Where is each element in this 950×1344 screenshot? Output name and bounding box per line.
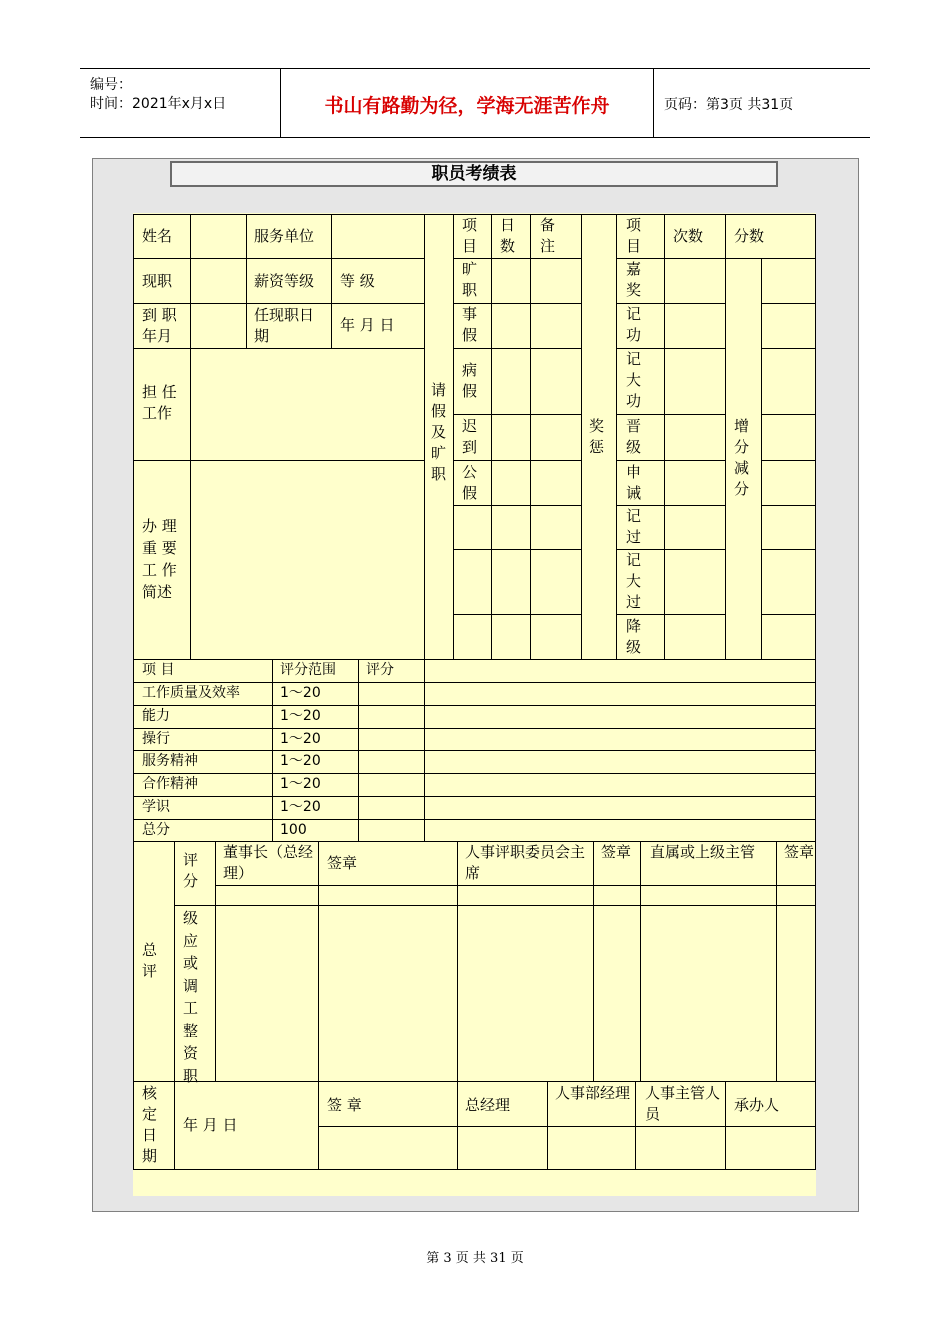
score-item-label: 合作精神 xyxy=(142,776,198,792)
score-item-header: 项 目 xyxy=(142,662,175,678)
sign-label: 签章 xyxy=(784,843,815,861)
grade-label: 等 级 xyxy=(340,272,375,290)
score-range-value: 1～20 xyxy=(280,753,321,769)
sign-label: 签章 xyxy=(601,843,632,861)
approval-sign-label: 签 章 xyxy=(327,1096,362,1114)
summary-adjust-label: 级应或调工整资职 xyxy=(183,909,199,1085)
work-label-2: 重 要 xyxy=(142,539,177,557)
supervisor-label: 直属或上级主管 xyxy=(650,843,756,861)
reward-row-label: 晋级 xyxy=(626,417,642,456)
reward-row-label: 申诫 xyxy=(626,463,642,502)
reward-times-header: 次数 xyxy=(673,227,704,245)
reward-adjust-label: 增分减分 xyxy=(734,417,750,498)
sign-label: 签章 xyxy=(327,854,358,872)
appoint-label-2: 期 xyxy=(254,327,270,345)
leave-row-label: 病假 xyxy=(462,361,478,400)
score-item-label: 能力 xyxy=(142,708,170,724)
handler-label: 承办人 xyxy=(734,1096,780,1114)
salary-grade-label: 薪资等级 xyxy=(254,272,315,290)
reward-row-label: 嘉奖 xyxy=(626,260,642,299)
score-header: 评分 xyxy=(366,662,394,678)
committee-label: 人事评职委员会主 席 xyxy=(465,843,586,882)
score-item-label: 总分 xyxy=(142,822,170,838)
reward-row-label: 记大过 xyxy=(626,551,642,611)
duty-label-2: 工作 xyxy=(142,404,173,422)
leave-days-header: 日数 xyxy=(500,216,516,255)
score-item-label: 服务精神 xyxy=(142,753,198,769)
hr-manager-label: 人事部经理 xyxy=(555,1084,631,1102)
score-range-value: 1～20 xyxy=(280,799,321,815)
form-title: 职员考绩表 xyxy=(170,161,778,187)
reward-row-label: 记功 xyxy=(626,305,642,344)
reward-row-label: 记过 xyxy=(626,507,642,546)
position-label: 现职 xyxy=(142,272,173,290)
score-range-value: 1～20 xyxy=(280,776,321,792)
score-range-header: 评分范围 xyxy=(280,662,336,678)
leave-group-label: 请假及旷职 xyxy=(431,381,447,483)
score-range-value: 1～20 xyxy=(280,685,321,701)
reward-item-header: 项目 xyxy=(626,216,642,255)
score-range-value: 1～20 xyxy=(280,731,321,747)
reward-group-label: 奖惩 xyxy=(589,417,605,456)
unit-label: 服务单位 xyxy=(254,227,315,245)
approval-date-label: 核定日期 xyxy=(142,1084,158,1165)
appoint-label-1: 任现职日 xyxy=(254,306,315,324)
arrival-label-2: 年月 xyxy=(142,327,173,345)
work-label-1: 办 理 xyxy=(142,517,177,535)
summary-rate-label: 评分 xyxy=(183,851,199,890)
leave-row-label: 旷职 xyxy=(462,260,478,299)
page-footer: 第 3 页 共 31 页 xyxy=(426,1251,524,1266)
summary-label: 总评 xyxy=(142,941,158,980)
reward-score-header: 分数 xyxy=(734,227,765,245)
arrival-label-1: 到 职 xyxy=(142,306,177,324)
hr-staff-label: 人事主管人员 xyxy=(645,1084,721,1123)
duty-label-1: 担 任 xyxy=(142,383,177,401)
reward-row-label: 记大功 xyxy=(626,350,642,410)
leave-row-label: 迟到 xyxy=(462,417,478,456)
score-range-value: 1～20 xyxy=(280,708,321,724)
leave-row-label: 公假 xyxy=(462,463,478,502)
work-label-3: 工 作 xyxy=(142,561,177,579)
work-label-4: 简述 xyxy=(142,583,173,601)
leave-note-header: 备注 xyxy=(540,216,556,255)
reward-row-label: 降级 xyxy=(626,617,642,656)
approval-ymd: 年 月 日 xyxy=(183,1116,238,1134)
score-item-label: 学识 xyxy=(142,799,170,815)
page-info: 页码：第3页 共31页 xyxy=(664,97,794,113)
score-item-label: 工作质量及效率 xyxy=(142,685,240,701)
leave-item-header: 项目 xyxy=(462,216,478,255)
appoint-date-ymd: 年 月 日 xyxy=(340,316,395,334)
score-range-value: 100 xyxy=(280,822,307,838)
motto: 书山有路勤为径，学海无涯苦作舟 xyxy=(324,95,610,117)
general-manager-label: 总经理 xyxy=(465,1096,511,1114)
time-label: 时间：2021年x月x日 xyxy=(90,96,227,112)
code-label: 编号： xyxy=(90,77,132,93)
leave-row-label: 事假 xyxy=(462,305,478,344)
chairman-label: 董事长（总经理） xyxy=(223,843,314,882)
score-item-label: 操行 xyxy=(142,731,170,747)
name-label: 姓名 xyxy=(142,227,173,245)
